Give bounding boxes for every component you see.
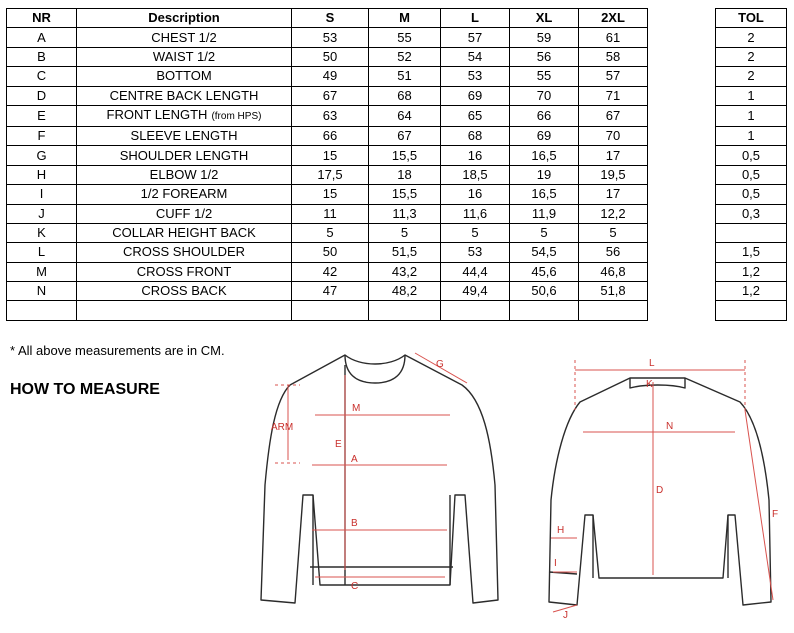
- cell-description: [77, 301, 292, 320]
- cell-s: 63: [292, 105, 369, 126]
- label-m: M: [352, 403, 361, 414]
- cell-nr: D: [7, 86, 77, 105]
- cell-m: 52: [369, 47, 441, 66]
- cell-xl: 16,5: [510, 146, 579, 165]
- cell-l: 49,4: [441, 282, 510, 301]
- spacer-cell: [648, 146, 716, 165]
- spacer-cell: [648, 105, 716, 126]
- cell-xl: 45,6: [510, 262, 579, 281]
- cell-m: 55: [369, 28, 441, 47]
- spacer-cell: [648, 185, 716, 204]
- cell-xl: 16,5: [510, 185, 579, 204]
- spacer-cell: [648, 67, 716, 86]
- cell-l: 57: [441, 28, 510, 47]
- label-b: B: [351, 518, 358, 529]
- header-l: L: [441, 9, 510, 28]
- cell-xl: [510, 301, 579, 320]
- cell-description: CUFF 1/2: [77, 204, 292, 223]
- cell-description: 1/2 FOREARM: [77, 185, 292, 204]
- label-arm: ARM: [271, 422, 294, 433]
- spacer-cell: [648, 47, 716, 66]
- table-row: [7, 47, 787, 66]
- cell-description: ELBOW 1/2: [77, 165, 292, 184]
- cell-description: [77, 105, 292, 126]
- cell-tol: [716, 223, 787, 242]
- cell-l: 69: [441, 86, 510, 105]
- header-xl: XL: [510, 9, 579, 28]
- label-h: H: [557, 525, 565, 536]
- spacer-cell: [648, 223, 716, 242]
- cell-m: 18: [369, 165, 441, 184]
- cell-tol: 1: [716, 105, 787, 126]
- table-row: [7, 105, 787, 126]
- cell-s: 11: [292, 204, 369, 223]
- spacer-cell: [648, 204, 716, 223]
- label-i: I: [554, 558, 557, 569]
- cell-l: 18,5: [441, 165, 510, 184]
- cell-nr: H: [7, 165, 77, 184]
- header-description: Description: [77, 9, 292, 28]
- cell-tol: 1,2: [716, 282, 787, 301]
- cell-description: WAIST 1/2: [77, 47, 292, 66]
- cell-m: 11,3: [369, 204, 441, 223]
- cell-xl: 5: [510, 223, 579, 242]
- cell-xl: 50,6: [510, 282, 579, 301]
- table-row: [7, 282, 787, 301]
- label-f: F: [772, 509, 779, 520]
- cell-nr: G: [7, 146, 77, 165]
- cell-nr: I: [7, 185, 77, 204]
- cell-xxl: 5: [579, 223, 648, 242]
- size-spec-table: [6, 8, 787, 321]
- front-jacket-diagram: [255, 345, 520, 625]
- cell-l: 11,6: [441, 204, 510, 223]
- table-row: [7, 165, 787, 184]
- label-j: J: [563, 610, 568, 621]
- table-row: [7, 262, 787, 281]
- header-tol: TOL: [716, 9, 787, 28]
- cell-nr: M: [7, 262, 77, 281]
- cell-description: CROSS BACK: [77, 282, 292, 301]
- cell-xxl: 57: [579, 67, 648, 86]
- cell-xxl: 70: [579, 126, 648, 145]
- description-text: FRONT LENGTH: [106, 106, 208, 122]
- table-header-row: [7, 9, 787, 28]
- description-note: (from HPS): [211, 110, 262, 122]
- cell-tol: 0,5: [716, 165, 787, 184]
- cell-s: 50: [292, 47, 369, 66]
- table-row: [7, 243, 787, 262]
- cell-description: COLLAR HEIGHT BACK: [77, 223, 292, 242]
- table-row: [7, 86, 787, 105]
- cell-m: 15,5: [369, 185, 441, 204]
- label-a: A: [351, 454, 358, 465]
- cell-xl: 54,5: [510, 243, 579, 262]
- table-row: [7, 301, 787, 320]
- label-n: N: [666, 421, 674, 432]
- measurement-unit-note: * All above measurements are in CM.: [10, 343, 225, 358]
- cell-l: 65: [441, 105, 510, 126]
- cell-m: [369, 301, 441, 320]
- cell-m: 51: [369, 67, 441, 86]
- cell-l: 53: [441, 243, 510, 262]
- back-jacket-diagram: [535, 350, 790, 630]
- cell-xxl: 12,2: [579, 204, 648, 223]
- cell-s: 66: [292, 126, 369, 145]
- front-measure-lines: [275, 353, 467, 577]
- cell-xl: 69: [510, 126, 579, 145]
- cell-xxl: 58: [579, 47, 648, 66]
- cell-l: 53: [441, 67, 510, 86]
- header-s: S: [292, 9, 369, 28]
- cell-nr: J: [7, 204, 77, 223]
- cell-description: CENTRE BACK LENGTH: [77, 86, 292, 105]
- cell-xxl: 56: [579, 243, 648, 262]
- cell-l: 16: [441, 146, 510, 165]
- cell-m: 43,2: [369, 262, 441, 281]
- cell-xxl: 17: [579, 146, 648, 165]
- cell-tol: 1: [716, 86, 787, 105]
- cell-description: CROSS SHOULDER: [77, 243, 292, 262]
- cell-l: 54: [441, 47, 510, 66]
- cell-nr: L: [7, 243, 77, 262]
- cell-tol: 0,5: [716, 146, 787, 165]
- cell-tol: 2: [716, 47, 787, 66]
- label-d: D: [656, 485, 664, 496]
- cell-s: 5: [292, 223, 369, 242]
- cell-nr: E: [7, 105, 77, 126]
- label-c: C: [351, 581, 359, 592]
- spacer-cell: [648, 262, 716, 281]
- cell-xxl: 17: [579, 185, 648, 204]
- cell-tol: 2: [716, 28, 787, 47]
- cell-xxl: 19,5: [579, 165, 648, 184]
- cell-m: 51,5: [369, 243, 441, 262]
- label-l: L: [649, 358, 655, 369]
- cell-s: 15: [292, 185, 369, 204]
- spacer-cell: [648, 282, 716, 301]
- cell-tol: 1,2: [716, 262, 787, 281]
- cell-xxl: 67: [579, 105, 648, 126]
- cell-xl: 59: [510, 28, 579, 47]
- cell-xl: 56: [510, 47, 579, 66]
- cell-xl: 66: [510, 105, 579, 126]
- cell-s: 67: [292, 86, 369, 105]
- spacer-cell: [648, 243, 716, 262]
- cell-nr: C: [7, 67, 77, 86]
- front-jacket-outline: [261, 355, 498, 603]
- label-e: E: [335, 439, 342, 450]
- table-row: [7, 28, 787, 47]
- cell-xl: 11,9: [510, 204, 579, 223]
- cell-s: 47: [292, 282, 369, 301]
- how-to-measure-heading: HOW TO MEASURE: [10, 381, 160, 398]
- cell-l: [441, 301, 510, 320]
- spacer-cell: [648, 28, 716, 47]
- header-nr: NR: [7, 9, 77, 28]
- spacer-cell: [648, 86, 716, 105]
- cell-description: SLEEVE LENGTH: [77, 126, 292, 145]
- cell-m: 15,5: [369, 146, 441, 165]
- cell-m: 5: [369, 223, 441, 242]
- cell-s: 50: [292, 243, 369, 262]
- cell-xxl: 51,8: [579, 282, 648, 301]
- cell-s: [292, 301, 369, 320]
- header-m: M: [369, 9, 441, 28]
- table-row: [7, 204, 787, 223]
- table-row: [7, 146, 787, 165]
- cell-tol: 2: [716, 67, 787, 86]
- cell-tol: 0,3: [716, 204, 787, 223]
- cell-nr: N: [7, 282, 77, 301]
- cell-s: 53: [292, 28, 369, 47]
- table-row: [7, 185, 787, 204]
- cell-m: 67: [369, 126, 441, 145]
- cell-nr: K: [7, 223, 77, 242]
- cell-xxl: 61: [579, 28, 648, 47]
- cell-description: CROSS FRONT: [77, 262, 292, 281]
- cell-description: SHOULDER LENGTH: [77, 146, 292, 165]
- cell-nr: [7, 301, 77, 320]
- cell-tol: 1,5: [716, 243, 787, 262]
- spacer-cell: [648, 9, 716, 28]
- cell-xl: 70: [510, 86, 579, 105]
- table-row: [7, 67, 787, 86]
- cell-m: 68: [369, 86, 441, 105]
- cell-nr: A: [7, 28, 77, 47]
- spacer-cell: [648, 165, 716, 184]
- cell-l: 44,4: [441, 262, 510, 281]
- label-g: G: [436, 359, 444, 370]
- cell-s: 15: [292, 146, 369, 165]
- spacer-cell: [648, 126, 716, 145]
- cell-description: BOTTOM: [77, 67, 292, 86]
- cell-l: 16: [441, 185, 510, 204]
- header-2xl: 2XL: [579, 9, 648, 28]
- cell-nr: F: [7, 126, 77, 145]
- cell-xxl: [579, 301, 648, 320]
- cell-tol: 0,5: [716, 185, 787, 204]
- table-row: [7, 223, 787, 242]
- table-row: [7, 126, 787, 145]
- cell-xl: 55: [510, 67, 579, 86]
- cell-l: 68: [441, 126, 510, 145]
- cell-description: CHEST 1/2: [77, 28, 292, 47]
- cell-l: 5: [441, 223, 510, 242]
- cell-xl: 19: [510, 165, 579, 184]
- cell-xxl: 71: [579, 86, 648, 105]
- cell-m: 64: [369, 105, 441, 126]
- cell-s: 42: [292, 262, 369, 281]
- cell-nr: B: [7, 47, 77, 66]
- cell-s: 49: [292, 67, 369, 86]
- label-k: K: [646, 379, 653, 390]
- cell-s: 17,5: [292, 165, 369, 184]
- spacer-cell: [648, 301, 716, 320]
- cell-xxl: 46,8: [579, 262, 648, 281]
- cell-m: 48,2: [369, 282, 441, 301]
- cell-tol: 1: [716, 126, 787, 145]
- cell-tol: [716, 301, 787, 320]
